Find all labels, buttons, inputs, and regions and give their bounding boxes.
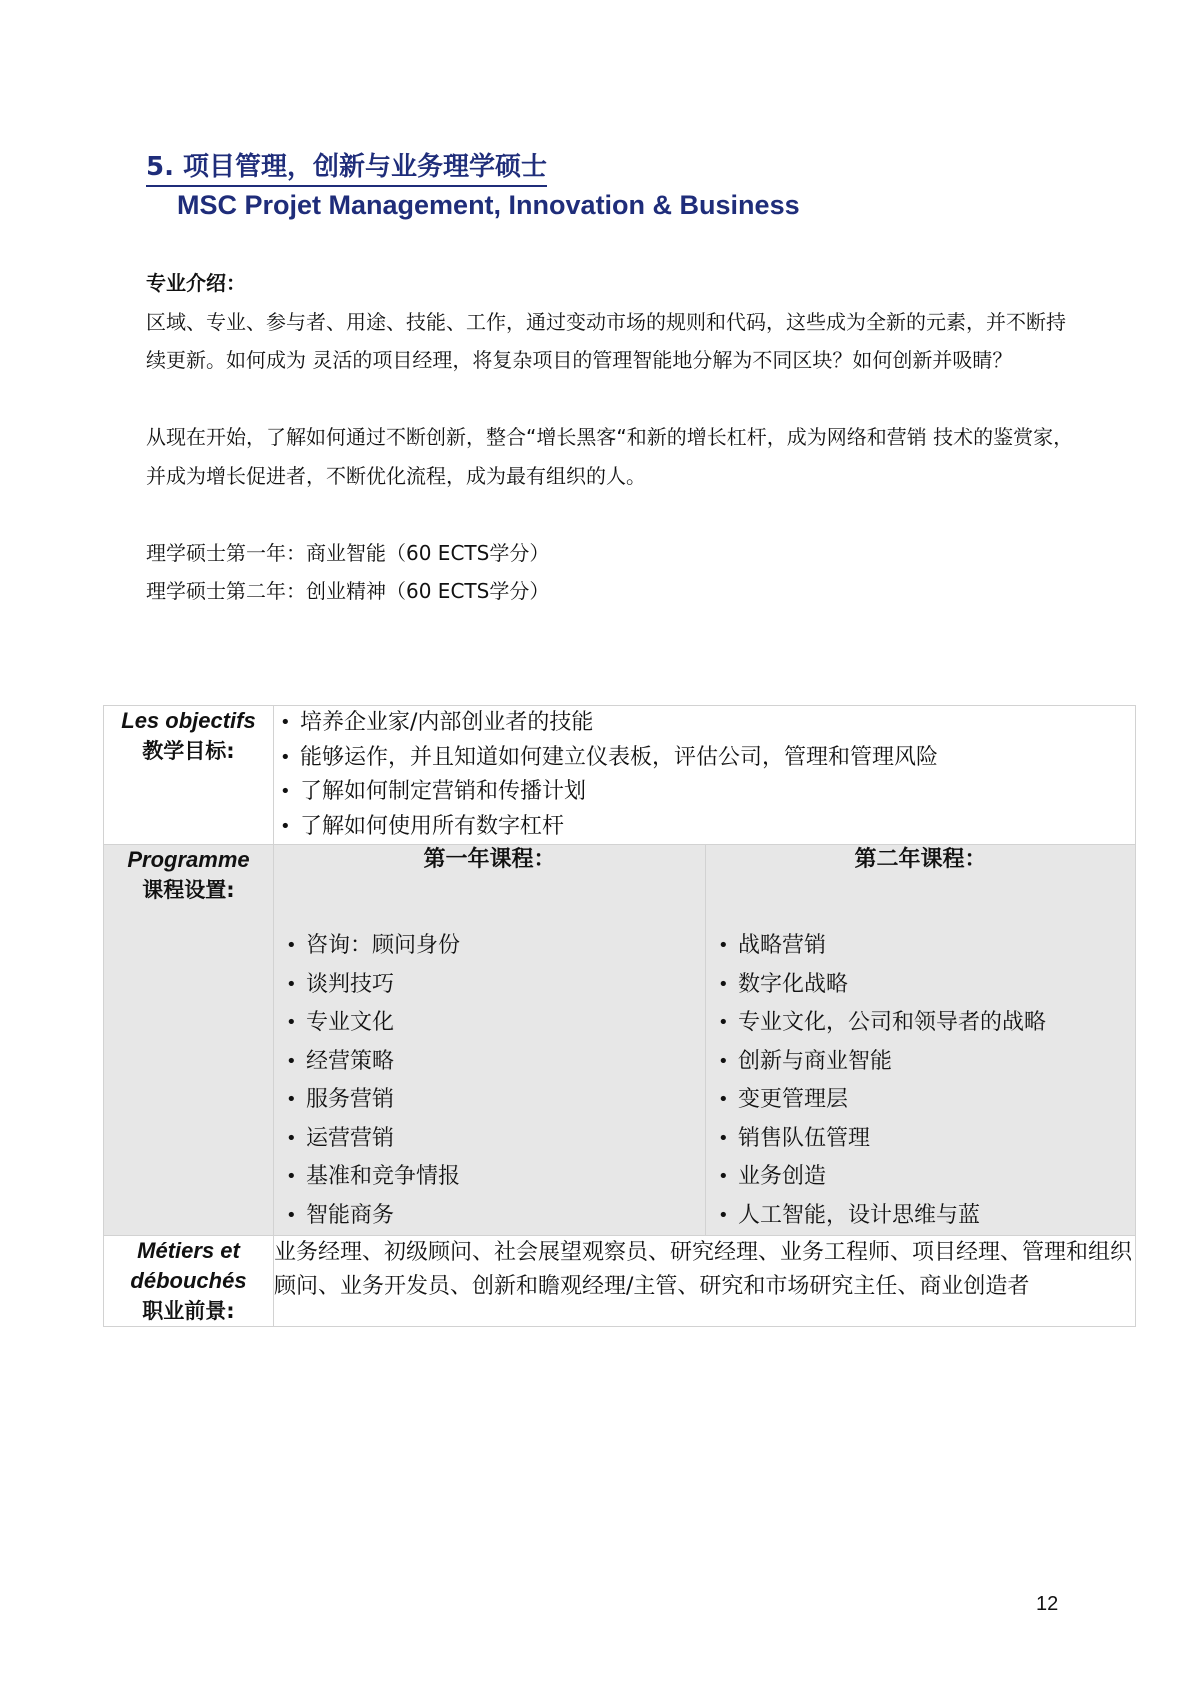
- programme-row: [104, 845, 1136, 1236]
- list-item: • 谈判技巧: [280, 966, 705, 1005]
- list-item: • 基准和竞争情报: [280, 1158, 705, 1197]
- list-item: • 咨询：顾问身份: [280, 927, 705, 966]
- list-item: • 专业文化，公司和领导者的战略: [712, 1004, 1135, 1043]
- objectives-cell: [274, 706, 1136, 845]
- metiers-label-fr-1: Métiers et: [137, 1238, 240, 1263]
- objectives-list: [274, 706, 1135, 844]
- year2-courses: [706, 845, 1136, 1236]
- page-number: 12: [1036, 1593, 1059, 1615]
- list-item: • 数字化战略: [712, 966, 1135, 1005]
- section-title-zh: 5. 项目管理，创新与业务理学硕士: [146, 150, 547, 187]
- list-item: • 了解如何使用所有数字杠杆: [274, 810, 1135, 845]
- year2-course-list: [706, 927, 1135, 1235]
- programme-label-fr: Programme: [127, 847, 250, 872]
- year1-courses: [274, 845, 706, 1236]
- list-item: • 业务创造: [712, 1158, 1135, 1197]
- list-item: • 变更管理层: [712, 1081, 1135, 1120]
- objectives-header: [104, 706, 274, 845]
- list-item: • 经营策略: [280, 1043, 705, 1082]
- program-intro: [146, 264, 1076, 611]
- list-item: • 智能商务: [280, 1197, 705, 1236]
- objectives-row: [104, 706, 1136, 845]
- section-title-en: MSC Projet Management, Innovation & Business: [177, 190, 800, 220]
- year1-credits: 理学硕士第一年：商业智能（60 ECTS学分）: [146, 540, 550, 565]
- objectives-label-zh: 教学目标:: [142, 739, 235, 763]
- list-item: • 了解如何制定营销和传播计划: [274, 775, 1135, 810]
- list-item: • 人工智能，设计思维与蓝: [712, 1197, 1135, 1236]
- list-item: • 服务营销: [280, 1081, 705, 1120]
- metiers-text: 业务经理、初级顾问、社会展望观察员、研究经理、业务工程师、项目经理、管理和组织顾问、业务开发员、创新和瞻观经理/主管、研究和市场研究主任、商业创造者: [274, 1236, 1136, 1327]
- metiers-header: [104, 1236, 274, 1327]
- intro-label: 专业介绍：: [146, 271, 246, 295]
- year1-course-list: [274, 927, 705, 1235]
- intro-paragraph-2: 从现在开始，了解如何通过不断创新，整合“增长黑客“和新的增长杠杆，成为网络和营销 技术的鉴赏家，并成为增长促进者，不断优化流程，成为最有组织的人。: [146, 425, 1074, 488]
- list-item: • 战略营销: [712, 927, 1135, 966]
- objectives-label-fr: Les objectifs: [121, 708, 256, 733]
- program-table: [103, 705, 1136, 1327]
- metiers-row: [104, 1236, 1136, 1327]
- year1-courses-title: 第一年课程：: [423, 847, 556, 872]
- programme-label-zh: 课程设置:: [142, 878, 235, 902]
- metiers-label-zh: 职业前景:: [142, 1299, 235, 1323]
- year2-credits: 理学硕士第二年：创业精神（60 ECTS学分）: [146, 579, 550, 603]
- year2-courses-title: 第二年课程：: [854, 847, 987, 872]
- list-item: • 创新与商业智能: [712, 1043, 1135, 1082]
- list-item: • 运营营销: [280, 1120, 705, 1159]
- intro-paragraph-1: 区域、专业、参与者、用途、技能、工作，通过变动市场的规则和代码，这些成为全新的元素，并不断持续更新。如何成为 灵活的项目经理，将复杂项目的管理智能地分解为不同区块？如何创新并吸睛？: [146, 309, 1066, 372]
- list-item: • 销售队伍管理: [712, 1120, 1135, 1159]
- list-item: • 专业文化: [280, 1004, 705, 1043]
- metiers-label-fr-2: débouchés: [130, 1268, 247, 1293]
- list-item: • 能够运作，并且知道如何建立仪表板，评估公司，管理和管理风险: [274, 741, 1135, 776]
- programme-header: [104, 845, 274, 1236]
- list-item: • 培养企业家/内部创业者的技能: [274, 706, 1135, 741]
